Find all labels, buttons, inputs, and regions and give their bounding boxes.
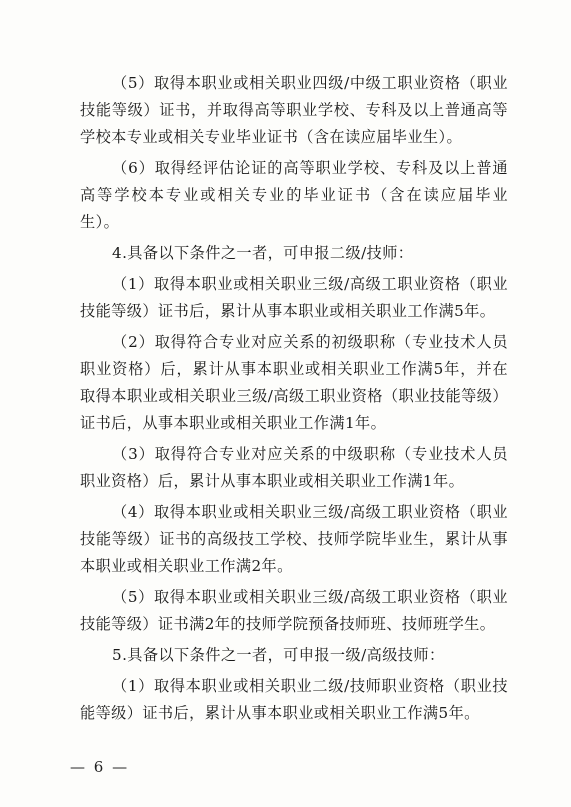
paragraph-item-5-l2: （5）取得本职业或相关职业三级/高级工职业资格（职业技能等级）证书满2年的技师学院预备技师班、技师班学生。: [80, 588, 508, 633]
paragraph-item-4-l2: （4）取得本职业或相关职业三级/高级工职业资格（职业技能等级）证书的高级技工学校、技师学院毕业生，累计从事本职业或相关职业工作满2年。: [80, 503, 508, 575]
section-heading-level-1: 5.具备以下条件之一者，可申报一级/高级技师：: [112, 646, 445, 664]
paragraph-item-3-l2: （3）取得符合专业对应关系的中级职称（专业技术人员职业资格）后，累计从事本职业或相关职业工作满1年。: [80, 445, 508, 490]
page-number: — 6 —: [70, 758, 130, 776]
paragraph-item-1-l2: （1）取得本职业或相关职业三级/高级工职业资格（职业技能等级）证书后，累计从事本职业或相关职业工作满5年。: [80, 275, 508, 320]
document-body: [80, 70, 508, 731]
paragraph-item-6-hs: （6）取得经评估论证的高等职业学校、专科及以上普通高等学校本专业或相关专业的毕业证书（含在读应届毕业生）。: [80, 159, 508, 231]
paragraph-item-2-l2: （2）取得符合专业对应关系的初级职称（专业技术人员职业资格）后，累计从事本职业或相关职业工作满5年，并在取得本职业或相关职业三级/高级工职业资格（职业技能等级）证书后，从事本职业或相关职业工作满1年。: [80, 333, 508, 432]
paragraph-item-5-hs: （5）取得本职业或相关职业四级/中级工职业资格（职业技能等级）证书，并取得高等职业学校、专科及以上普通高等学校本专业或相关专业毕业证书（含在读应届毕业生）。: [80, 74, 508, 146]
paragraph-item-1-l1: （1）取得本职业或相关职业二级/技师职业资格（职业技能等级）证书后，累计从事本职业或相关职业工作满5年。: [80, 677, 508, 722]
section-heading-level-2: 4.具备以下条件之一者，可申报二级/技师：: [112, 244, 414, 262]
